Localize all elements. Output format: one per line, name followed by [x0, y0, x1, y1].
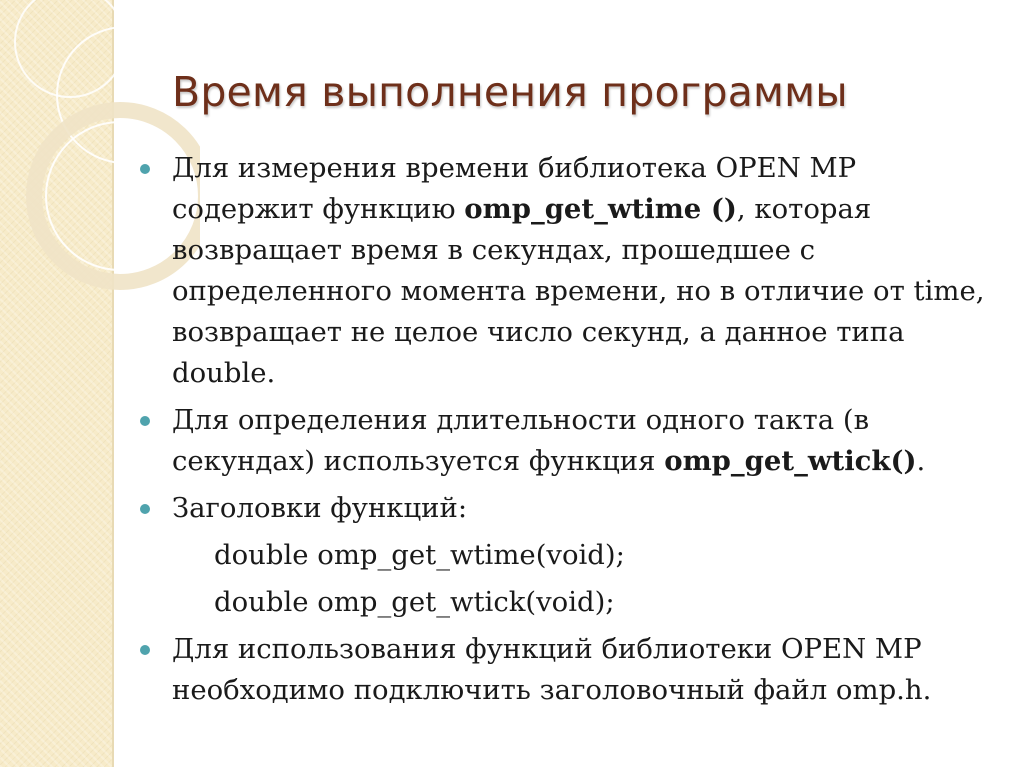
- bullet-item: [136, 488, 996, 529]
- function-signature: double omp_get_wtick(void);: [214, 586, 615, 618]
- function-signature: double omp_get_wtime(void);: [214, 539, 625, 571]
- bullet-dot-icon: [140, 504, 150, 514]
- bullet-item: [136, 629, 996, 711]
- decorative-circle-top: [15, 0, 125, 97]
- bullet-function-name: omp_get_wtime (): [464, 193, 737, 225]
- bullet-dot-icon: [140, 164, 150, 174]
- bullet-dot-icon: [140, 645, 150, 655]
- slide-body: [136, 148, 996, 717]
- slide-title: Время выполнения программы: [172, 68, 848, 116]
- bullet-text: Заголовки функций:: [172, 492, 468, 524]
- bullet-dot-icon: [140, 416, 150, 426]
- bullet-text: Для измерения времени библиотека OPEN MP содержит функцию: [172, 152, 857, 225]
- bullet-text-continued: .: [916, 445, 926, 477]
- bullet-item: [136, 148, 996, 394]
- bullet-function-name: omp_get_wtick(): [664, 445, 917, 477]
- bullet-item: [136, 400, 996, 482]
- bullet-text: Для определения длительности одного такта (в секундах) используется функция: [172, 404, 870, 477]
- bullet-text: Для использования функций библиотеки OPEN MP необходимо подключить заголовочный файл omp.h.: [172, 633, 932, 706]
- bullet-text-continued: , которая возвращает время в секундах, прошедшее с определенного момента времени, но в отличие от time, возвращает не целое число секунд, а данное типа double.: [172, 193, 985, 389]
